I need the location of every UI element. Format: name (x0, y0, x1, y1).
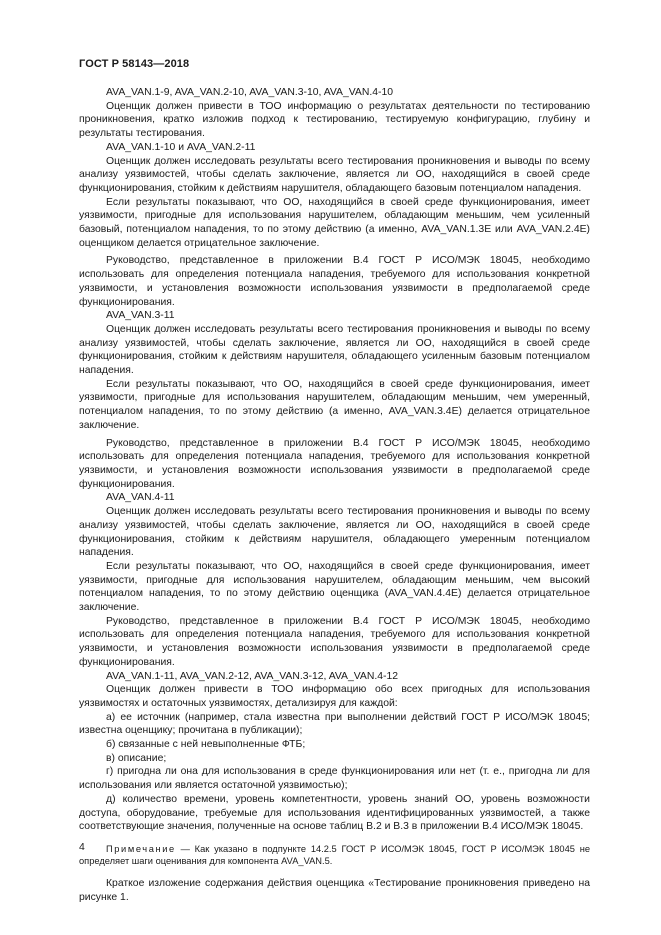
document-body (79, 86, 590, 904)
note-text: — Как указано в подпункте 14.2.5 ГОСТ Р ИСО/МЭК 18045, ГОСТ Р ИСО/МЭК 18045 не определяет шаги оценивания для компонента AVA_VAN.5. (79, 843, 590, 867)
paragraph-8: Оценщик должен исследовать результаты всего тестирования проникновения и выводы по всему анализу уязвимостей, чтобы сделать заключение, является ли ОО, находящийся в своей среде функционирования, стойким к действиям нарушителя, обладающего усиленным базовым потенциалом нападения. (79, 323, 590, 377)
paragraph-3: AVA_VAN.1-10 и AVA_VAN.2-11 (106, 141, 256, 153)
list-item-c: в) описание; (106, 752, 167, 764)
paragraph-10: Руководство, представленное в приложении B.4 ГОСТ Р ИСО/МЭК 18045, необходимо использовать для определения потенциала нападения, требуемого для использования конкретной уязвимости, и установления возможности использования уязвимости в предполагаемой среде функционирования. (79, 437, 590, 490)
paragraph-6: Руководство, представленное в приложении B.4 ГОСТ Р ИСО/МЭК 18045, необходимо использовать для определения потенциала нападения, требуемого для использования конкретной уязвимости, и установления возможности использования уязвимости в предполагаемой среде функционирования. (79, 255, 590, 308)
note (79, 843, 590, 868)
list-item-d: г) пригодна ли она для использования в среде функционирования или нет (т. е., пригодна ли для использования или является остаточной уязвимостью); (79, 766, 590, 792)
paragraph-11: AVA_VAN.4-11 (106, 492, 175, 504)
paragraph-14: Руководство, представленное в приложении B.4 ГОСТ Р ИСО/МЭК 18045, необходимо использовать для определения потенциала нападения, требуемого для использования конкретной уязвимости, и установления возможности использования уязвимости в предполагаемой среде функционирования. (79, 615, 590, 668)
page-number: 4 (79, 842, 85, 853)
paragraph-4: Оценщик должен исследовать результаты всего тестирования проникновения и выводы по всему анализу уязвимостей, чтобы сделать заключение, является ли ОО, находящийся в своей среде функционирования, стойким к действиям нарушителя, обладающего базовым потенциалом нападения. (79, 155, 590, 194)
note-label: Примечание (106, 843, 176, 854)
paragraph-5: Если результаты показывают, что ОО, находящийся в своей среде функционирования, имеет уязвимости, пригодные для использования нарушителем, обладающим меньшим, чем усиленный базовый, потенциалом нападения, то по этому действию (а именно, AVA_VAN.1.3E или AVA_VAN.2.4E) оценщиком делается отрицательное заключение. (79, 196, 590, 249)
document-header: ГОСТ Р 58143—2018 (79, 58, 190, 70)
paragraph-7: AVA_VAN.3-11 (106, 310, 175, 322)
paragraph-15: AVA_VAN.1-11, AVA_VAN.2-12, AVA_VAN.3-12, AVA_VAN.4-12 (106, 670, 399, 682)
list-item-e: д) количество времени, уровень компетентности, уровень знаний ОО, уровень возможности доступа, оборудование, требуемые для использования идентифицированных уязвимостей, а также соответствующие значения, полученные на основе таблиц B.2 и B.3 в приложении B.4 ИСО/МЭК 18045. (79, 793, 590, 833)
list-item-b: б) связанные с ней невыполненные ФТБ; (106, 739, 306, 751)
paragraph-16: Оценщик должен привести в ТОО информацию обо всех пригодных для использования уязвимостях и остаточных уязвимостях, детализируя для каждой: (79, 684, 590, 709)
paragraph-12: Оценщик должен исследовать результаты всего тестирования проникновения и выводы по всему анализу уязвимостей, чтобы сделать заключение, является ли ОО, находящийся в своей среде функционирования, стойким к действиям нарушителя, обладающего умеренным потенциалом нападения. (79, 506, 590, 559)
paragraph-2: Оценщик должен привести в ТОО информацию о результатах деятельности по тестированию проникновения, кратко изложив подход к тестированию, тестируемую конфигурацию, глубину и результаты тестирования. (79, 100, 590, 140)
paragraph-13: Если результаты показывают, что ОО, находящийся в своей среде функционирования, имеет уязвимости, пригодные для использования нарушителем, обладающим меньшим, чем высокий потенциалом нападения, то по этому действию оценщика (AVA_VAN.4.4E) делается отрицательное заключение. (79, 560, 590, 614)
paragraph-1: AVA_VAN.1-9, AVA_VAN.2-10, AVA_VAN.3-10, AVA_VAN.4-10 (106, 87, 394, 98)
final-paragraph: Краткое изложение содержания действия оценщика «Тестирование проникновения приведено на рисунке 1. (79, 877, 590, 903)
list-item-a: а) ее источник (например, стала известна при выполнении действий ГОСТ Р ИСО/МЭК 18045; известна оценщику; прочитана в публикации); (79, 711, 590, 737)
paragraph-9: Если результаты показывают, что ОО, находящийся в своей среде функционирования, имеет уязвимости, пригодные для использования нарушителем, обладающим меньшим, чем умеренный, потенциалом нападения, то по этому действию (а именно, AVA_VAN.3.4E) делается отрицательное заключение. (79, 378, 590, 431)
